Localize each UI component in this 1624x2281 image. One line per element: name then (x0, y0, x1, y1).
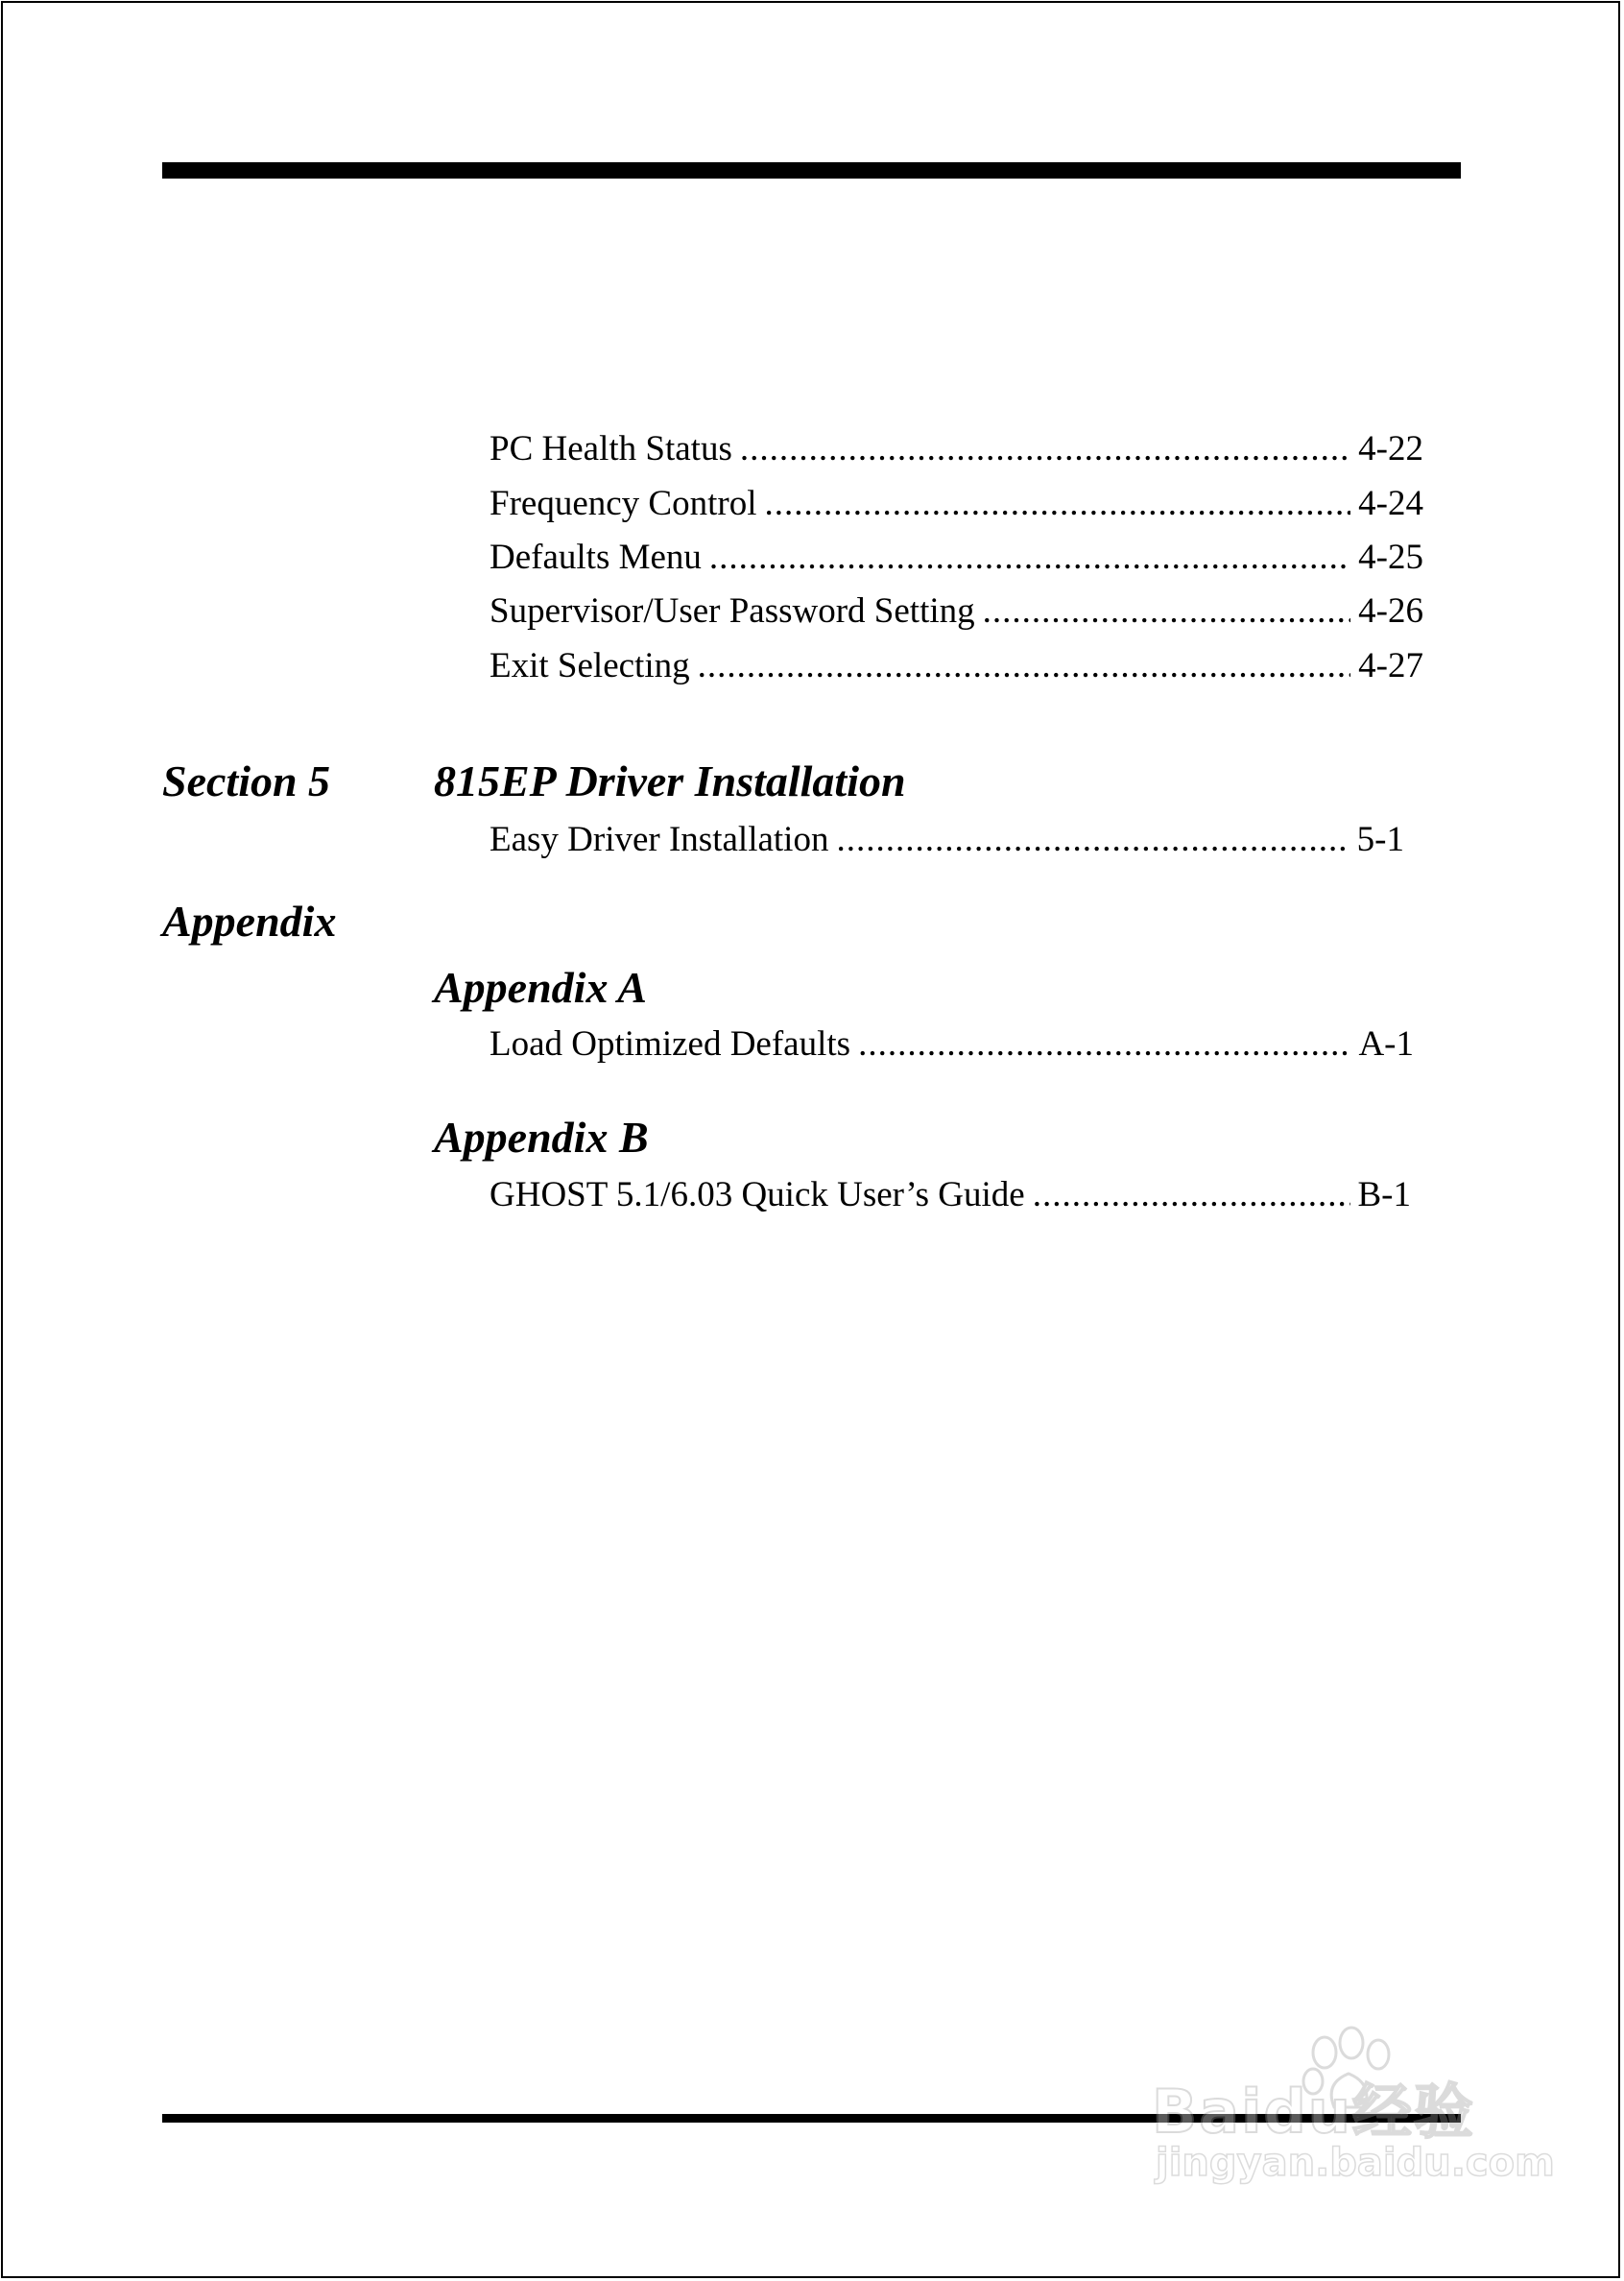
appendix-b-title: Appendix B (434, 1113, 649, 1162)
dot-leader (1033, 1173, 1350, 1217)
toc-entry-label: PC Health Status (490, 429, 732, 468)
toc-entry-load-optimized-defaults[interactable] (490, 1022, 1414, 1067)
section-title: 815EP Driver Installation (434, 756, 906, 805)
appendix-a-title: Appendix A (434, 963, 647, 1012)
section-label: Section 5 (162, 756, 331, 805)
toc-entry-label: Exit Selecting (490, 646, 690, 685)
toc-entry-label: Defaults Menu (490, 538, 702, 577)
watermark-brand: Baidu经验 (1152, 2077, 1475, 2147)
toc-entry-page: 4-26 (1358, 591, 1423, 631)
baidu-watermark (1152, 2026, 1555, 2208)
toc-entry-defaults-menu[interactable] (490, 536, 1423, 580)
dot-leader (764, 482, 1350, 526)
toc-entry-page: 4-27 (1358, 646, 1423, 685)
dot-leader (858, 1022, 1350, 1067)
toc-entry-label: Supervisor/User Password Setting (490, 591, 975, 631)
top-rule (162, 162, 1461, 179)
toc-entry-page: 4-24 (1358, 484, 1423, 523)
toc-entry-label: Load Optimized Defaults (490, 1024, 851, 1064)
dot-leader (836, 818, 1349, 862)
toc-entry-page: 5-1 (1356, 820, 1404, 859)
watermark-url: jingyan.baidu.com (1156, 2141, 1555, 2185)
toc-entry-label: Easy Driver Installation (490, 820, 829, 859)
toc-entry-label: Frequency Control (490, 484, 757, 523)
toc-entry-frequency-control[interactable] (490, 482, 1423, 526)
dot-leader (740, 427, 1350, 471)
toc-entry-ghost-quick-guide[interactable] (490, 1173, 1411, 1217)
toc-entry-password-setting[interactable] (490, 589, 1423, 634)
toc-entry-page: B-1 (1357, 1175, 1411, 1214)
appendix-heading: Appendix (162, 897, 337, 946)
toc-entry-easy-driver-installation[interactable] (490, 818, 1404, 862)
dot-leader (983, 589, 1351, 634)
page-border (1, 1, 1620, 2278)
toc-entry-page: 4-22 (1358, 429, 1423, 468)
toc-entry-page: 4-25 (1358, 538, 1423, 577)
toc-entry-label: GHOST 5.1/6.03 Quick User’s Guide (490, 1175, 1025, 1214)
dot-leader (709, 536, 1350, 580)
dot-leader (698, 644, 1351, 688)
toc-entry-page: A-1 (1358, 1024, 1414, 1064)
toc-entry-pc-health-status[interactable] (490, 427, 1423, 471)
toc-entry-exit-selecting[interactable] (490, 644, 1423, 688)
